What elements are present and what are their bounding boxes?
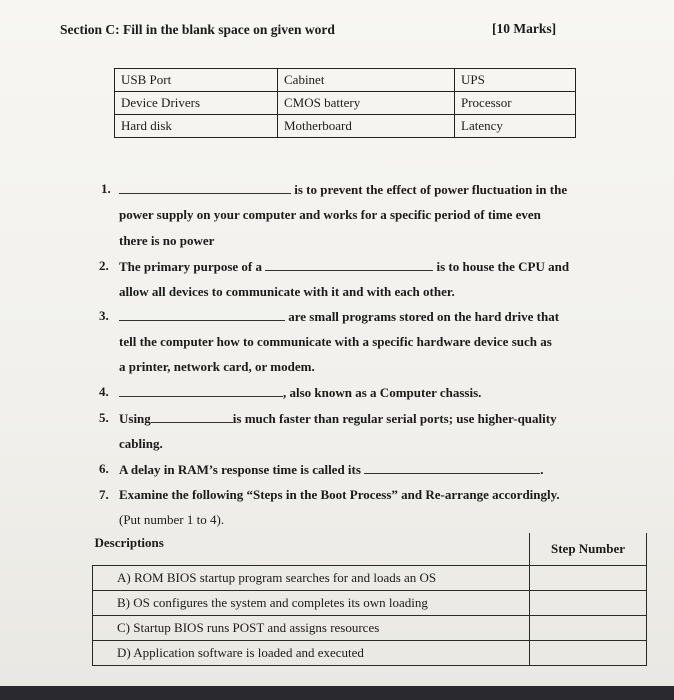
step-number-cell[interactable] [530, 566, 647, 591]
word-bank-row [115, 115, 576, 138]
word-cell: Processor [455, 92, 576, 115]
word-bank-row [115, 92, 576, 115]
question-number: 7. [99, 487, 109, 502]
question-1-line-2: power supply on your computer and works for a specific period of time even [119, 207, 541, 222]
step-row [93, 566, 647, 591]
answer-blank[interactable] [364, 461, 540, 474]
question-5-line-2: cabling. [119, 436, 163, 451]
question-text: Using [119, 411, 151, 426]
step-number-cell[interactable] [530, 641, 647, 666]
word-cell: Device Drivers [115, 92, 278, 115]
question-text: , also known as a Computer chassis. [283, 385, 482, 400]
word-cell: CMOS battery [278, 92, 455, 115]
question-number: 2. [99, 258, 109, 273]
question-text: are small programs stored on the hard drive that [288, 309, 560, 324]
boot-steps-table [92, 533, 647, 666]
step-description: A) ROM BIOS startup program searches for and loads an OS [93, 566, 530, 591]
question-3-line-3: a printer, network card, or modem. [119, 359, 315, 374]
word-bank-table [114, 68, 576, 138]
word-cell: USB Port [115, 69, 278, 92]
question-7-line-1: Examine the following “Steps in the Boot Process” and Re-arrange accordingly. [119, 487, 560, 502]
question-7-line-2: (Put number 1 to 4). [119, 512, 225, 527]
answer-blank[interactable] [119, 384, 283, 397]
word-cell: UPS [455, 69, 576, 92]
question-number: 3. [99, 308, 109, 323]
word-cell: Cabinet [278, 69, 455, 92]
question-number: 1. [101, 181, 111, 196]
question-text: is to prevent the effect of power fluctuation in the [294, 182, 568, 197]
question-number: 5. [99, 410, 109, 425]
word-cell: Hard disk [115, 115, 278, 138]
desk-edge [0, 686, 674, 700]
question-4-line-1 [119, 384, 481, 401]
word-cell: Motherboard [278, 115, 455, 138]
answer-blank[interactable] [265, 258, 433, 271]
question-text: is much faster than regular serial ports; use higher-quality [232, 411, 557, 426]
word-bank-row [115, 69, 576, 92]
question-text: is to house the CPU and [436, 259, 570, 274]
question-1-line-1 [119, 181, 567, 198]
question-3-line-1 [119, 308, 559, 325]
descriptions-header: Descriptions [93, 533, 530, 566]
section-title: Section C: Fill in the blank space on given word [60, 22, 335, 37]
step-description: B) OS configures the system and completes its own loading [93, 591, 530, 616]
step-row [93, 591, 647, 616]
question-text: . [540, 462, 544, 477]
step-description: C) Startup BIOS runs POST and assigns resources [93, 616, 530, 641]
answer-blank[interactable] [119, 308, 285, 321]
question-1-line-3: there is no power [119, 233, 215, 248]
question-6-line-1 [119, 461, 543, 478]
step-number-cell[interactable] [530, 616, 647, 641]
question-2-line-1 [119, 258, 569, 275]
question-text: The primary purpose of a [119, 259, 262, 274]
step-number-cell[interactable] [530, 591, 647, 616]
word-cell: Latency [455, 115, 576, 138]
question-2-line-2: allow all devices to communicate with it and with each other. [119, 284, 455, 299]
marks-label: [10 Marks] [492, 21, 557, 36]
question-number: 4. [99, 384, 109, 399]
step-row [93, 616, 647, 641]
question-5-line-1 [119, 410, 557, 427]
step-number-header: Step Number [530, 533, 647, 566]
question-number: 6. [99, 461, 109, 476]
question-3-line-2: tell the computer how to communicate with a specific hardware device such as [119, 334, 552, 349]
step-description: D) Application software is loaded and executed [93, 641, 530, 666]
answer-blank[interactable] [119, 181, 291, 194]
question-text: A delay in RAM’s response time is called its [119, 462, 361, 477]
step-row [93, 641, 647, 666]
answer-blank[interactable] [151, 410, 233, 423]
steps-header-row [93, 533, 647, 566]
